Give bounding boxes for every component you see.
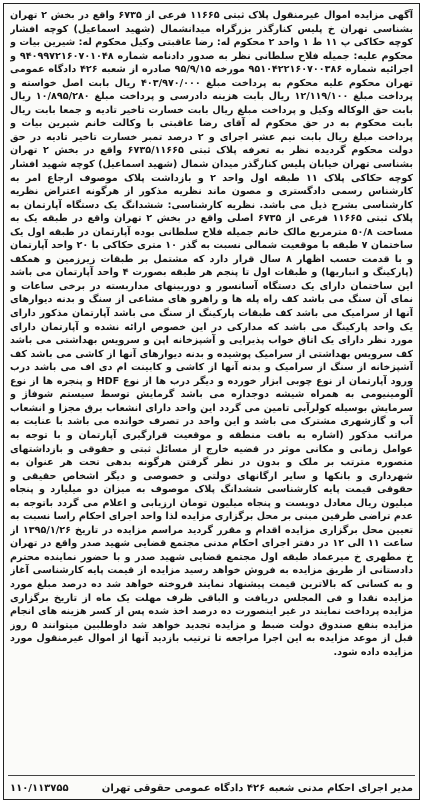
notice-footer bbox=[10, 779, 413, 797]
notice-body-text: آگهی مزایده اموال غیرمنقول پلاک ثبتی ۱۱۶۶۵ فرعی از ۶۷۳۵ واقع در بخش ۲ تهران بشناسی تهران خ پلیس کنارگذر بزرگراه میدانشمال (شهید اسماعیل) کوچه افشار کوچه حکاکی پ ۱۱ ط ۱ واحد ۲ محکوم له: رضا عاقبتی وکیل محکوم له: شیرین بیات و محکوم علیه: جمیله فلاح سلطانی نظر به صدور دادنامه شماره ۹۴۰۹۹۷۲۱۶۰۷۰۱۰۴۸ و اجرائیه شماره ۹۵۱۰۴۲۲۱۶۰۷۰۰۳۸۶ مورخه ۹۵/۹/۱۵ صادره از شعبه ۴۲۶ دادگاه عمومی تهران محکوم علیه محکوم به پرداخت مبلغ ۴۰۳/۹۷۰/۰۰۰ ریال بابت اصل خواسته و پرداخت مبلغ ۱۲/۱۱۹/۱۰۰ ریال بابت هزینه دادرسی و پرداخت مبلغ ۱۰/۸۹۵/۲۸۰ ریال بابت حق الوکاله وکیل و پرداخت مبلغ ریال بابت خسارت تاخیر تادیه و جمعا بابت ریال بابت محکوم به در حق محکوم له آقای رضا عاقبتی با وکالت خانم شیرین بیات و پرداخت مبلغ ریال بابت نیم عشر اجرای و ۲ درصد تمبر خسارت تاخیر تادیه در حق دولت محکوم گردیده نظر به تعرفه پلاک ثبتی ۶۷۳۵/۱۱۶۶۵ واقع در بخش ۲ تهران بشناسی تهران خیابان پلیس کنارگذر میدان شمال (شهید اسماعیل) کوچه شهید افشار کوچه حکاکی پلاک ۱۱ طبقه اول واحد ۲ و بازداشت پلاک موصوف ارجاع امر به کارشناس رسمی دادگستری و مصون ماند نظریه مذکور از هرگونه اعتراض نظریه کارشناسی بشرح ذیل می باشد. نظریه کارشناسی: ششدانگ یک دستگاه آپارتمان به پلاک ثبتی ۱۱۶۶۵ فرعی از ۶۷۳۵ اصلی واقع در بخش ۲ تهران واقع در طبقه یک به مساحت ۵۰/۸ مترمربع مالک خانم جمیله فلاح سلطانی بوده آپارتمان در طبقه اول یک ساختمان ۷ طبقه با موقعیت شمالی نسبت به گذر ۱۰ متری حکاکی با ۲۰ واحد آپارتمان و با قدمت حسب اظهار ۸ سال قرار دارد که مشتمل بر طبقات زیرزمین و همکف (پارکینگ و انباریها) و طبقات اول تا پنجم هر طبقه بصورت ۴ واحد آپارتمان می باشد این ساختمان دارای یک دستگاه آسانسور و دوربینهای مداربسته در برخی ساعات و نمای آن سنگ می باشد کف راه پله ها و راهرو های مشاعی از سنگ و بدنه دیوارهای آنها از سرامیک می باشد کف طبقات پارکینگ از سنگ می باشد آپارتمان مذکور دارای یک واحد پارکینگ می باشد که مدارکی در این خصوص ارائه نشده و آپارتمان دارای مورد نظر دارای یک اتاق خواب پذیرایی و آشپزخانه اپن و سرویس بهداشتی می باشد کف سرویس بهداشتی از سرامیک پوشیده و بدنه دیوارهای آنها از کاشی می باشد کف آشپزخانه از سنگ از سرامیک و بدنه آنها از کاشی و کابینت ام دی اف می باشد درب ورود آپارتمان از نوع چوبی ابزار خورده و دیگر درب ها از نوع HDF و پنجره ها از نوع آلومینیومی به همراه شیشه دوجداره می باشد گرمایش توسط سیستم شوفاژ و سرمایش بوسیله کولرآبی تامین می گردد این واحد دارای انشعاب برق مجزا و انشعاب آب و گازشهری مشترک می باشد و این واحد در تصرف خوانده می باشد با عنایت به مراتب مذکور (اشاره به بافت منطقه و موقعیت قرارگیری آپارتمان و با توجه به عوامل زمانی و مکانی موثر در قضیه خارج از مسائل ثبتی و حقوقی و بازداشتهای متصوره مترتب بر ملک و بدون در نظر گرفتن هرگونه بدهی تحت هر عنوان به شهرداری و بانکها و سایر ارگانهای دولتی و خصوصی و دیگر اشخاص حقیقی و حقوقی قیمت پایه کارشناسی ششدانگ پلاک موصوف به میزان دو میلیارد و پنجاه میلیون ریال معادل دویست و پنجاه میلیون تومان ارزیابی و اعلام می گردد باتوجه به عدم تراضی طرفین مبنی بر محل برگزاری مزایده لذا واحد اجرای احکام راسا نسبت به تعیین محل برگزاری مزایده اقدام و مقرر گردید مراسم مزایده در تاریخ ۱۳۹۵/۱/۲۶ از ساعت ۱۱ الی ۱۲ در دفتر اجرای احکام مدنی مجتمع قضایی شهید صدر واقع در تهران خ مطهری خ میرعماد طبقه اول مجتمع قضایی شهید صدر و با حضور نماینده محترم دادستانی از طریق مزایده به فروش خواهد رسید مزایده از قیمت پایه کارشناسی آغاز و به کسانی که بالاترین قیمت پیشنهاد نمایند فروخته خواهد شد ده درصد مبلغ مورد مزایده نقدا و فی المجلس دریافت و الباقی ظرف مهلت یک ماه از تاریخ برگزاری مزایده پرداخت نمایند در غیر اینصورت ده درصد اخذ شده پس از کسر هزینه های انجام مزایده بنفع صندوق دولت ضبط و مزایده تجدید خواهد شد داوطلبین میتوانند ۵ روز قبل از موعد مزایده به این اجرا مراجعه تا ترتیب بازدید آنها از اموال غیرمنقول مورد مزایده داده شود. bbox=[10, 10, 413, 658]
notice-code: ۱۱۰/۱۱۳۷۵۵ bbox=[10, 782, 69, 794]
auction-notice bbox=[3, 3, 420, 800]
signature-line: مدیر اجرای احکام مدنی شعبه ۴۲۶ دادگاه عمومی حقوقی تهران bbox=[101, 782, 413, 794]
footer-divider bbox=[8, 775, 415, 776]
